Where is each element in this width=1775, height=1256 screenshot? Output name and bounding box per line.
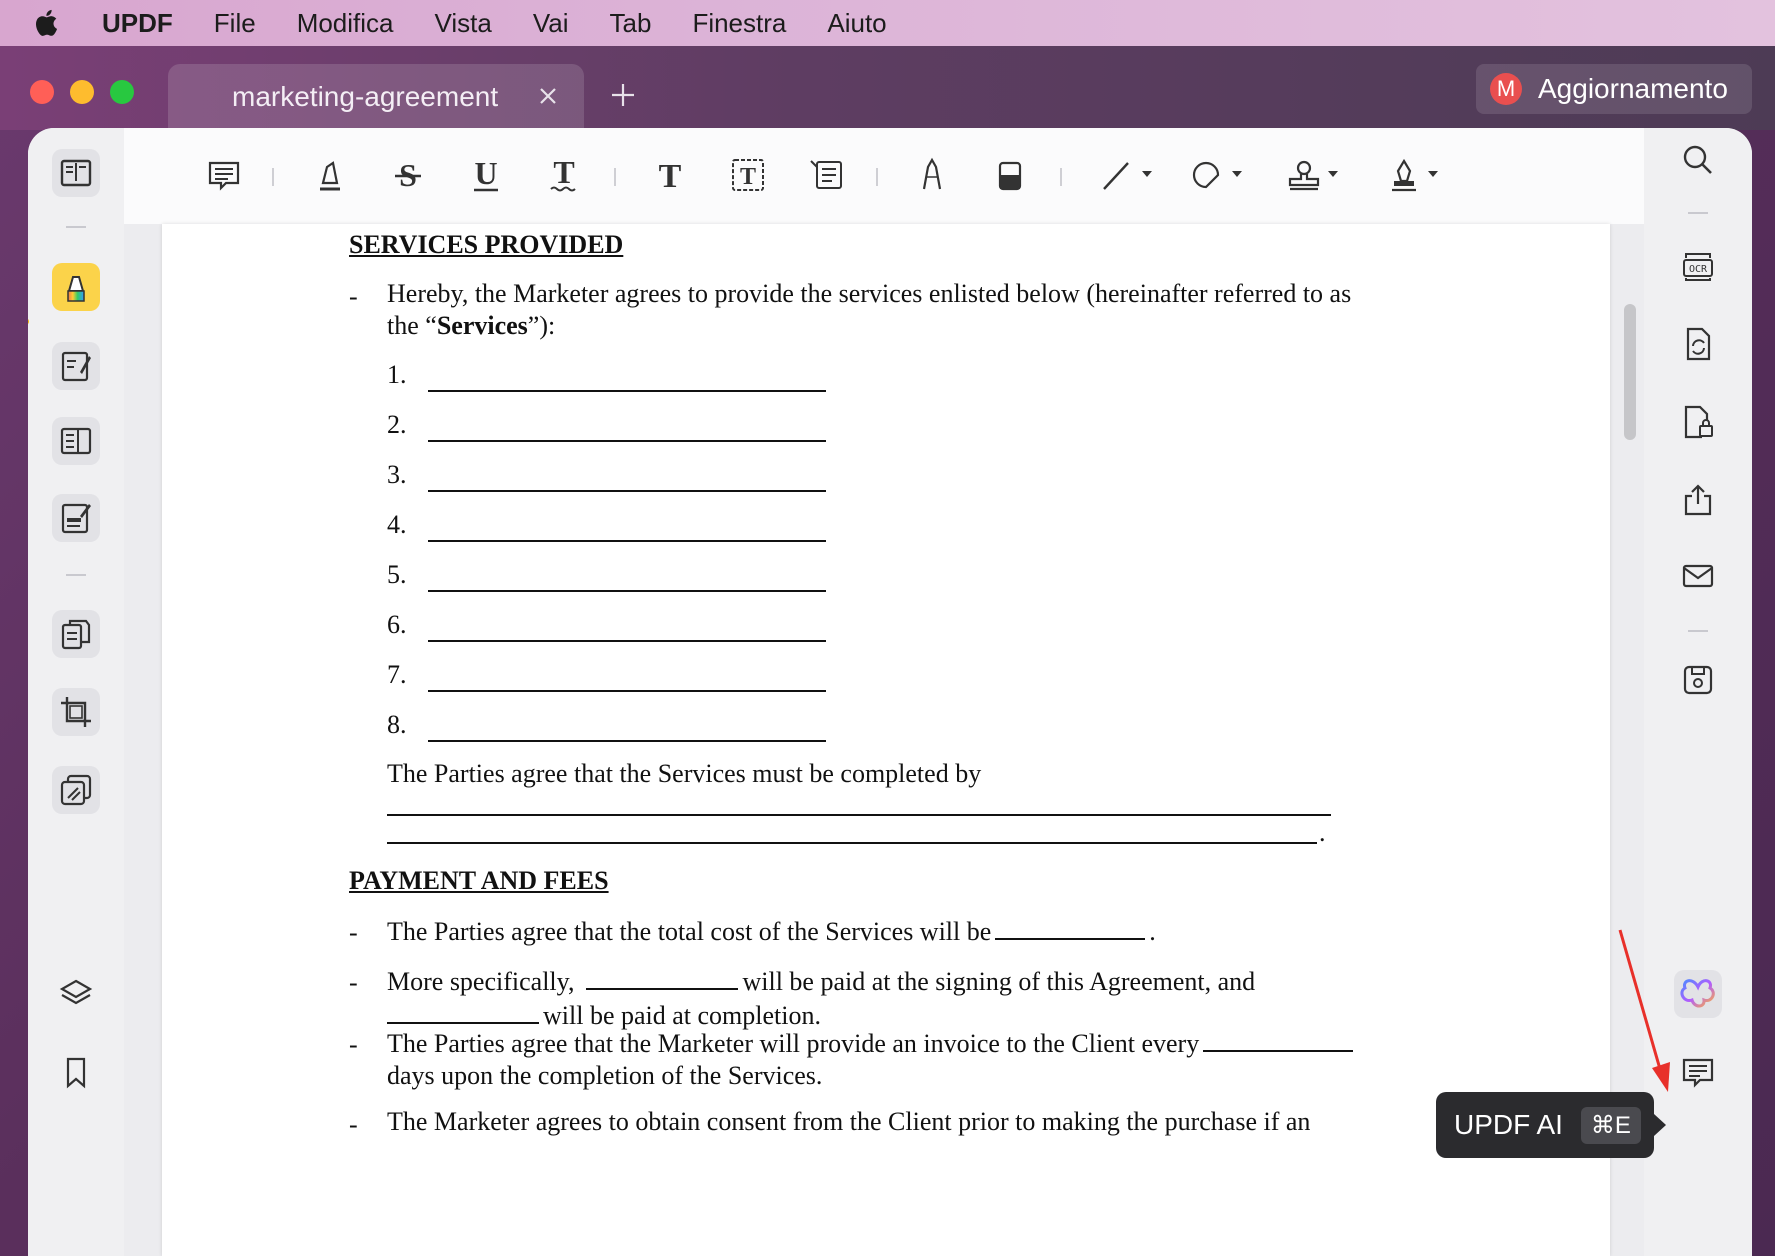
page-layout-icon — [58, 423, 94, 459]
intro-paragraph — [387, 278, 1351, 342]
payment-paragraph — [387, 1026, 1357, 1092]
update-label: Aggiornamento — [1538, 73, 1728, 104]
crop-button[interactable] — [52, 688, 100, 736]
svg-text:U: U — [474, 157, 498, 191]
menu-app-name[interactable]: UPDF — [102, 7, 173, 38]
list-number: 1. — [387, 360, 407, 389]
edit-document-icon — [58, 348, 94, 384]
toolbar-divider — [272, 168, 274, 186]
pdf-page — [162, 224, 1610, 1256]
window-close-button[interactable] — [30, 80, 54, 104]
lock-document-icon — [1680, 404, 1716, 440]
comment-mode-button[interactable] — [52, 263, 100, 311]
toolbar-divider — [614, 168, 616, 186]
text-callout-tool[interactable] — [804, 153, 848, 197]
list-number: 4. — [387, 510, 407, 539]
app-window — [28, 128, 1752, 1256]
fill-in-line[interactable] — [387, 842, 1317, 844]
list-number: 5. — [387, 560, 407, 589]
rail-divider — [66, 574, 86, 576]
list-number: 2. — [387, 410, 407, 439]
pencil-icon — [914, 157, 950, 193]
svg-text:T: T — [739, 164, 757, 190]
payment-paragraph — [387, 914, 1156, 948]
tab-title: marketing-agreement — [232, 81, 499, 112]
signature-tool[interactable] — [1384, 153, 1444, 197]
text-icon — [652, 157, 688, 193]
section-heading: PAYMENT AND FEES — [349, 866, 609, 895]
rail-divider — [1688, 630, 1708, 632]
menu-modifica[interactable]: Modifica — [296, 7, 394, 38]
share-icon — [1680, 482, 1716, 518]
list-number: 3. — [387, 460, 407, 489]
payment-text: The Parties agree that the total cost of the Services will be — [387, 917, 992, 946]
callout-icon — [808, 157, 844, 193]
period: . — [1319, 818, 1326, 847]
avatar: M — [1490, 73, 1522, 105]
fill-in-line[interactable] — [428, 740, 826, 742]
fill-in-line[interactable] — [428, 640, 826, 642]
note-icon — [206, 157, 242, 193]
svg-text:T: T — [553, 157, 575, 190]
strikethrough-tool[interactable] — [386, 153, 430, 197]
highlighter-icon — [59, 269, 93, 305]
payment-text: will be paid at the signing of this Agreement, and — [742, 967, 1256, 996]
menu-bar — [0, 0, 1775, 46]
protect-button[interactable] — [1674, 398, 1722, 446]
squiggly-tool[interactable] — [542, 153, 586, 197]
bullet-dash: - — [349, 1110, 358, 1139]
active-indicator — [28, 318, 29, 325]
intro-line: Hereby, the Marketer agrees to provide the services enlisted below (hereinafter referred to as — [387, 279, 1352, 308]
bullet-dash: - — [349, 968, 358, 997]
menu-vai[interactable]: Vai — [532, 7, 569, 38]
shape-tool[interactable] — [1188, 153, 1248, 197]
window-maximize-button[interactable] — [110, 80, 134, 104]
reader-mode-button[interactable] — [52, 149, 100, 197]
payment-line — [387, 964, 1255, 998]
vertical-scrollbar[interactable] — [1624, 304, 1636, 440]
fill-in-line[interactable] — [428, 540, 826, 542]
eraser-icon — [992, 157, 1028, 193]
svg-text:T: T — [658, 158, 682, 193]
shape-icon — [1188, 157, 1248, 193]
completion-paragraph: The Parties agree that the Services must be completed by — [387, 759, 982, 788]
fill-in-blank[interactable] — [995, 914, 1145, 940]
section-heading: SERVICES PROVIDED — [349, 230, 624, 259]
fill-in-line[interactable] — [428, 590, 826, 592]
underline-tool[interactable] — [464, 153, 508, 197]
form-edit-icon — [58, 500, 94, 536]
line-icon — [1098, 157, 1158, 193]
payment-paragraph — [387, 964, 1255, 1032]
rail-divider — [1688, 212, 1708, 214]
rail-divider — [66, 226, 86, 228]
highlighter-icon — [312, 157, 348, 193]
bookmark-button[interactable] — [52, 1048, 100, 1096]
shortcut-badge: ⌘E — [1581, 1107, 1641, 1144]
convert-icon — [1680, 326, 1716, 362]
comment-list-icon — [1680, 1054, 1716, 1090]
pencil-tool[interactable] — [910, 153, 954, 197]
search-icon — [1680, 142, 1716, 178]
convert-pdf-button[interactable] — [1674, 320, 1722, 368]
fill-in-line[interactable] — [428, 440, 826, 442]
bullet-dash: - — [349, 918, 358, 947]
tooltip-label: UPDF AI — [1454, 1109, 1563, 1140]
new-tab-button[interactable] — [608, 80, 638, 110]
bullet-dash: - — [349, 1030, 358, 1059]
form-mode-button[interactable] — [52, 494, 100, 542]
updf-ai-tooltip — [1436, 1092, 1654, 1158]
mail-icon — [1680, 558, 1716, 594]
payment-text: The Parties agree that the Marketer will provide an invoice to the Client every — [387, 1029, 1200, 1058]
fill-in-line[interactable] — [428, 690, 826, 692]
fill-in-blank[interactable] — [387, 998, 539, 1024]
document-canvas[interactable] — [124, 224, 1644, 1256]
updf-ai-button[interactable] — [1674, 970, 1722, 1018]
reader-icon — [58, 155, 94, 191]
svg-text:OCR: OCR — [1688, 264, 1708, 275]
ocr-icon — [1680, 248, 1716, 284]
comment-tool[interactable] — [202, 153, 246, 197]
payment-text: will be paid at completion. — [543, 1001, 821, 1030]
pages-stack-icon — [58, 772, 94, 808]
organize-pages-button[interactable] — [52, 417, 100, 465]
text-tool[interactable] — [648, 153, 692, 197]
payment-line: days upon the completion of the Services. — [387, 1061, 823, 1090]
fill-in-line[interactable] — [387, 814, 1331, 816]
bookmark-icon — [58, 1054, 94, 1090]
updf-ai-icon — [1679, 975, 1717, 1013]
payment-line — [387, 1026, 1357, 1060]
underline-icon — [468, 157, 504, 193]
window-minimize-button[interactable] — [70, 80, 94, 104]
textbox-tool[interactable] — [726, 153, 770, 197]
fill-in-blank[interactable] — [1203, 1026, 1353, 1052]
menu-aiuto[interactable]: Aiuto — [827, 7, 887, 38]
document-tab[interactable] — [168, 64, 584, 130]
period: . — [1149, 917, 1156, 946]
strikethrough-icon — [390, 157, 426, 193]
documents-icon — [58, 616, 94, 652]
comments-panel-button[interactable] — [1674, 1048, 1722, 1096]
layers-icon — [58, 976, 94, 1012]
stamp-tool[interactable] — [1284, 153, 1344, 197]
list-number: 7. — [387, 660, 407, 689]
highlight-tool[interactable] — [308, 153, 352, 197]
stamp-icon — [1284, 157, 1344, 193]
email-button[interactable] — [1674, 552, 1722, 600]
left-sidebar — [28, 128, 124, 1256]
search-button[interactable] — [1674, 136, 1722, 184]
save-button[interactable] — [1674, 656, 1722, 704]
line-shape-tool[interactable] — [1098, 153, 1158, 197]
menu-vista[interactable]: Vista — [434, 7, 492, 38]
fill-in-line[interactable] — [428, 390, 826, 392]
menu-file[interactable]: File — [213, 7, 256, 38]
payment-paragraph: The Marketer agrees to obtain consent from the Client prior to making the purchase if an — [387, 1107, 1311, 1136]
svg-text:S: S — [399, 157, 417, 193]
list-number: 8. — [387, 710, 407, 739]
intro-text: the “ — [387, 311, 437, 340]
watermark-button[interactable] — [52, 766, 100, 814]
share-button[interactable] — [1674, 476, 1722, 524]
intro-text: ”): — [527, 311, 556, 340]
save-icon — [1680, 662, 1716, 698]
convert-button[interactable] — [52, 610, 100, 658]
annotation-arrow — [1616, 928, 1676, 1094]
toolbar-divider — [1060, 168, 1062, 186]
menu-tab[interactable]: Tab — [609, 7, 652, 38]
fill-in-line[interactable] — [428, 490, 826, 492]
payment-text: More specifically, — [387, 967, 575, 996]
menu-finestra[interactable]: Finestra — [692, 7, 787, 38]
services-term: Services — [436, 311, 528, 340]
edit-mode-button[interactable] — [52, 342, 100, 390]
textbox-icon — [730, 157, 766, 193]
annotation-toolbar — [124, 128, 1644, 224]
intro-line — [387, 310, 1351, 342]
fill-in-blank[interactable] — [586, 964, 738, 990]
apple-icon[interactable] — [34, 8, 64, 38]
bullet-dash: - — [349, 282, 358, 311]
eraser-tool[interactable] — [988, 153, 1032, 197]
layers-button[interactable] — [52, 970, 100, 1018]
update-button[interactable] — [1476, 64, 1752, 114]
ocr-button[interactable] — [1674, 242, 1722, 290]
signature-pen-icon — [1384, 157, 1444, 193]
list-number: 6. — [387, 610, 407, 639]
tab-close-icon[interactable] — [534, 82, 562, 110]
squiggly-text-icon — [546, 157, 582, 193]
crop-icon — [58, 694, 94, 730]
toolbar-divider — [876, 168, 878, 186]
